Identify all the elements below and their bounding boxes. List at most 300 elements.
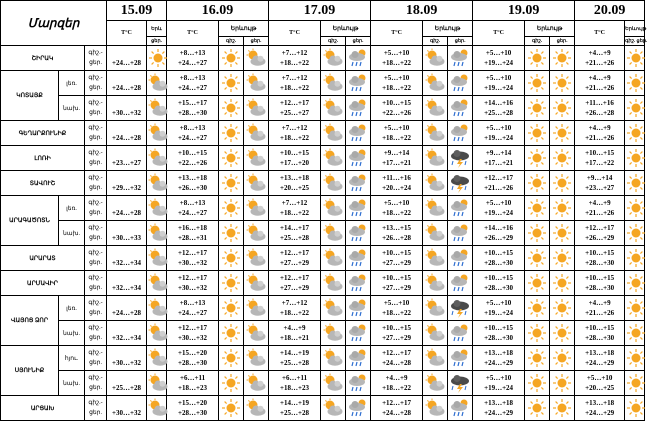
sun-icon [220,274,242,291]
weather-cell [346,246,371,271]
region-name: ՎԱՅՈՑ ՁՈՐ [1,296,59,346]
sun-icon [625,399,647,416]
sun-behind-cloud-icon [147,99,169,116]
temperature-cell [107,246,147,271]
temperature-cell [371,196,423,221]
weather-cell [448,171,473,196]
temp-header: T°C [269,21,321,46]
sun-behind-cloud-icon [245,324,267,341]
area-type: լեռ. [59,71,85,96]
night-temperature [107,398,146,408]
night-temperature: +9…+14 [586,174,613,182]
rain-cloud-icon [347,99,369,116]
night-label: գիշ.- [88,350,103,356]
weather-cell [423,346,448,371]
sun-icon [625,374,647,391]
temperature-cell [269,321,321,346]
weather-cell [525,146,550,171]
weather-cell [625,146,645,171]
temperature-cell [269,196,321,221]
weather-cell [423,146,448,171]
sun-behind-cloud-icon [322,399,344,416]
day-label: ցեր. [89,110,102,116]
sun-behind-cloud-icon [322,199,344,216]
weather-cell [448,196,473,221]
weather-cell [219,71,244,96]
weather-cell [625,246,645,271]
day-temperature: +23…+27 [112,159,142,167]
weather-cell [525,346,550,371]
weather-cell [550,346,575,371]
rain-cloud-icon [347,299,369,316]
night-temperature: +7…+12 [281,49,308,57]
night-label: գիշ.- [88,200,103,206]
temperature-cell [167,171,219,196]
sun-behind-cloud-icon [245,249,267,266]
weather-cell [525,371,550,396]
temperature-cell [107,71,147,96]
night-day-label [85,221,107,246]
night-temperature [107,98,146,108]
weather-cell [346,271,371,296]
region-name: ՏԱՎՈՒՇ [1,171,85,196]
night-temperature [107,123,146,133]
weather-cell [448,221,473,246]
night-label: գիշ.- [88,375,103,381]
sun-behind-cloud-icon [147,399,169,416]
temp-header: T°C [575,21,625,46]
temperature-cell [167,71,219,96]
weather-cell [550,321,575,346]
sun-icon [625,49,647,66]
night-temperature: +5…+10 [485,124,512,132]
night-temperature: +10…+15 [585,324,615,332]
night-day-label [85,196,107,221]
day-temperature: +19…+24 [484,59,514,67]
day-label: ցեր. [89,360,102,366]
temperature-cell [167,321,219,346]
night-temperature: +15…+20 [178,399,208,407]
thunderstorm-icon [449,374,471,391]
sun-icon [551,74,573,91]
day-temperature: +28…+30 [484,284,514,292]
table-row [1,121,645,146]
sun-icon [625,299,647,316]
weather-cell [550,371,575,396]
sun-icon [526,299,548,316]
night-temperature: +7…+12 [281,74,308,82]
night-temperature: +15…+20 [178,349,208,357]
temperature-cell [269,371,321,396]
weather-cell [244,396,269,421]
weather-cell [625,221,645,246]
sun-icon [526,74,548,91]
day-temperature: +28…+30 [178,109,208,117]
rain-cloud-icon [347,74,369,91]
sun-icon [220,299,242,316]
temperature-cell [269,146,321,171]
sun-icon [526,374,548,391]
phenomena-header: Երևույթ [525,21,575,37]
rain-cloud-icon [347,374,369,391]
night-temperature [107,148,146,158]
night-temperature [107,323,146,333]
temperature-cell [269,46,321,71]
night-temperature: +12…+17 [585,224,615,232]
thunderstorm-icon [449,299,471,316]
area-type: նախ. [59,321,85,346]
weather-cell [423,121,448,146]
night-temperature: +5…+10 [485,49,512,57]
temperature-cell [473,371,525,396]
temperature-cell [167,146,219,171]
day-temperature: +19…+24 [484,384,514,392]
night-day-label [85,321,107,346]
night-temperature: +12…+17 [178,249,208,257]
sun-icon [526,324,548,341]
weather-cell [147,321,167,346]
day-temperature: +24…+28 [382,409,412,417]
day-temperature: +24…+28 [112,134,142,142]
night-subheader: գիշ. [423,37,448,46]
weather-cell [423,396,448,421]
temp-header: T°C [107,21,147,46]
table-row [1,146,645,171]
temperature-cell [371,271,423,296]
night-subheader: գիշ. [321,37,346,46]
day-temperature: +26…+28 [585,109,615,117]
rain-cloud-icon [449,399,471,416]
day-temperature: +27…+29 [280,259,310,267]
weather-cell [321,346,346,371]
weather-cell [147,371,167,396]
sun-icon [526,199,548,216]
night-temperature: +12…+17 [178,274,208,282]
day-temperature: +30…+33 [112,234,142,242]
sun-icon [625,74,647,91]
temperature-cell [575,246,625,271]
night-temperature [107,373,146,383]
weather-cell [321,271,346,296]
table-row [1,96,645,121]
day-temperature: +21…+26 [484,184,514,192]
night-temperature: +6…+11 [179,374,206,382]
rain-cloud-icon [347,274,369,291]
rain-cloud-icon [449,224,471,241]
day-temperature: +19…+24 [484,209,514,217]
sun-icon [625,274,647,291]
temperature-cell [107,96,147,121]
table-row [1,46,645,71]
sun-icon [625,124,647,141]
temperature-cell [269,346,321,371]
night-temperature: +10…+15 [382,274,412,282]
weather-cell [219,271,244,296]
temperature-cell [107,196,147,221]
phenomena-header: Երև [147,21,167,37]
rain-cloud-icon [347,399,369,416]
temperature-cell [167,221,219,246]
weather-cell [346,396,371,421]
weather-cell [423,71,448,96]
table-row [1,371,645,396]
weather-cell [550,396,575,421]
night-day-label [85,71,107,96]
day-temperature: +30…+32 [178,334,208,342]
temperature-cell [371,221,423,246]
temperature-cell [269,396,321,421]
sun-behind-cloud-icon [245,174,267,191]
night-temperature: +11…+16 [382,174,411,182]
day-label: ցեր. [89,210,102,216]
night-temperature: +8…+13 [179,299,206,307]
temperature-cell [107,396,147,421]
temperature-cell [473,146,525,171]
night-temperature: +13…+18 [484,399,514,407]
weather-cell [219,396,244,421]
sun-icon [220,249,242,266]
night-temperature: +15…+17 [178,99,208,107]
sun-behind-cloud-icon [322,374,344,391]
weather-cell [244,321,269,346]
sun-icon [220,124,242,141]
day-temperature: +18…+22 [280,84,310,92]
night-temperature [107,298,146,308]
weather-cell [346,321,371,346]
weather-cell [321,221,346,246]
weather-cell [448,146,473,171]
date-header: 18.09 [371,1,473,21]
table-row [1,346,645,371]
weather-cell [423,371,448,396]
weather-cell [219,346,244,371]
weather-cell [219,46,244,71]
weather-cell [147,221,167,246]
sun-icon [551,124,573,141]
rain-cloud-icon [449,74,471,91]
sun-icon [551,374,573,391]
weather-cell [525,196,550,221]
night-temperature: +12…+17 [382,349,412,357]
day-subheader: ցեր. [636,39,647,44]
temperature-cell [107,121,147,146]
weather-cell [219,146,244,171]
night-temperature: +7…+12 [281,199,308,207]
day-label: ցեր. [89,285,102,291]
day-temperature: +25…+28 [280,359,310,367]
night-temperature: +11…+16 [585,99,614,107]
night-temperature: +7…+12 [281,299,308,307]
weather-cell [423,246,448,271]
day-temperature: +28…+31 [178,234,208,242]
sun-icon [625,324,647,341]
day-temperature: +18…+22 [280,309,310,317]
sun-icon [625,224,647,241]
day-label: ցեր. [89,410,102,416]
weather-cell [550,121,575,146]
temperature-cell [473,196,525,221]
temperature-cell [107,171,147,196]
day-temperature: +30…+32 [178,284,208,292]
rain-cloud-icon [449,324,471,341]
day-temperature: +24…+28 [382,359,412,367]
area-type: նախ. [59,371,85,396]
sun-icon [551,199,573,216]
temperature-cell [575,346,625,371]
sun-behind-cloud-icon [424,49,446,66]
sun-behind-cloud-icon [424,149,446,166]
day-temperature: +24…+27 [178,84,208,92]
weather-cell [321,46,346,71]
night-temperature: +5…+10 [485,199,512,207]
marz-header: Մարզեր [1,1,107,46]
day-temperature: +24…+27 [178,59,208,67]
night-day-label [85,371,107,396]
weather-cell [219,96,244,121]
sun-icon [220,224,242,241]
rain-cloud-icon [347,324,369,341]
night-subheader: գիշ. [525,37,550,46]
day-temperature: +22…+26 [382,109,412,117]
day-temperature: +27…+29 [280,284,310,292]
sun-behind-cloud-icon [424,349,446,366]
weather-cell [550,71,575,96]
day-temperature: +18…+23 [280,384,310,392]
day-temperature: +30…+32 [178,259,208,267]
day-temperature: +32…+34 [112,284,142,292]
day-temperature: +26…+29 [484,234,514,242]
day-temperature: +24…+27 [178,134,208,142]
temperature-cell [473,96,525,121]
temperature-cell [167,271,219,296]
weather-cell [219,171,244,196]
region-name: ԿՈՏԱՅՔ [1,71,59,121]
sun-behind-cloud-icon [245,74,267,91]
night-temperature: +10…+15 [178,149,208,157]
table-row [1,196,645,221]
day-temperature: +28…+30 [585,334,615,342]
table-row [1,246,645,271]
weather-cell [525,171,550,196]
night-temperature: +10…+15 [484,324,514,332]
sun-icon [625,99,647,116]
weather-cell [147,346,167,371]
day-subheader: ցեր. [346,37,371,46]
night-temperature: +5…+10 [383,199,410,207]
rain-cloud-icon [347,149,369,166]
weather-cell [448,296,473,321]
night-temperature: +13…+18 [585,399,615,407]
sun-icon [526,274,548,291]
weather-cell [525,46,550,71]
region-name: ՍՅՈՒՆԻՔ [1,346,59,396]
rain-cloud-icon [347,49,369,66]
temperature-cell [167,121,219,146]
weather-cell [244,46,269,71]
area-type: հյու. [59,346,85,371]
rain-cloud-icon [449,99,471,116]
night-temperature: +10…+15 [382,324,412,332]
day-temperature: +30…+32 [112,109,142,117]
weather-cell [625,196,645,221]
area-type: նախ. [59,96,85,121]
night-day-label [85,171,107,196]
weather-cell [244,221,269,246]
night-temperature: +14…+16 [484,224,514,232]
weather-cell [525,271,550,296]
weather-cell [321,296,346,321]
day-subheader: ցեր. [448,37,473,46]
night-label: գիշ.- [88,275,103,281]
temperature-cell [473,71,525,96]
weather-cell [244,246,269,271]
day-label: ցեր. [89,260,102,266]
day-temperature: +27…+29 [382,284,412,292]
rain-cloud-icon [347,174,369,191]
sun-behind-cloud-icon [322,99,344,116]
night-temperature: +10…+15 [484,274,514,282]
weather-cell [244,296,269,321]
weather-cell [147,196,167,221]
weather-cell [625,46,645,71]
day-temperature: +25…+28 [112,384,142,392]
sun-behind-cloud-icon [245,274,267,291]
phenomena-header: Երևույթ [625,21,645,37]
night-day-label [85,271,107,296]
sun-behind-cloud-icon [245,199,267,216]
date-header: 19.09 [473,1,575,21]
day-temperature: +21…+26 [585,134,615,142]
night-temperature [107,73,146,83]
temperature-cell [371,396,423,421]
date-header: 20.09 [575,1,645,21]
weather-cell [244,196,269,221]
temperature-cell [167,371,219,396]
temperature-cell [107,46,147,71]
weather-cell [423,96,448,121]
rain-cloud-icon [347,199,369,216]
region-name: ԱՐՑԱԽ [1,396,85,421]
weather-cell [219,246,244,271]
temperature-cell [371,371,423,396]
sun-behind-cloud-icon [424,224,446,241]
day-temperature: +24…+29 [484,359,514,367]
weather-cell [346,371,371,396]
weather-cell [244,171,269,196]
day-temperature: +20…+24 [382,184,412,192]
weather-cell [346,121,371,146]
night-temperature: +4…+9 [588,74,611,82]
rain-cloud-icon [347,249,369,266]
weather-cell [147,396,167,421]
sun-icon [551,224,573,241]
sun-behind-cloud-icon [147,274,169,291]
weather-cell [525,296,550,321]
region-name: ԱՐԱՐԱՏ [1,246,85,271]
sun-icon [551,324,573,341]
temperature-cell [107,346,147,371]
night-temperature [107,248,146,258]
rain-cloud-icon [449,124,471,141]
temperature-cell [167,246,219,271]
weather-cell [346,46,371,71]
day-temperature: +18…+22 [382,309,412,317]
night-label: գիշ.- [88,125,103,131]
night-label: գիշ.- [88,100,103,106]
night-day-label [85,346,107,371]
day-temperature: +21…+26 [585,84,615,92]
night-temperature [107,48,146,58]
